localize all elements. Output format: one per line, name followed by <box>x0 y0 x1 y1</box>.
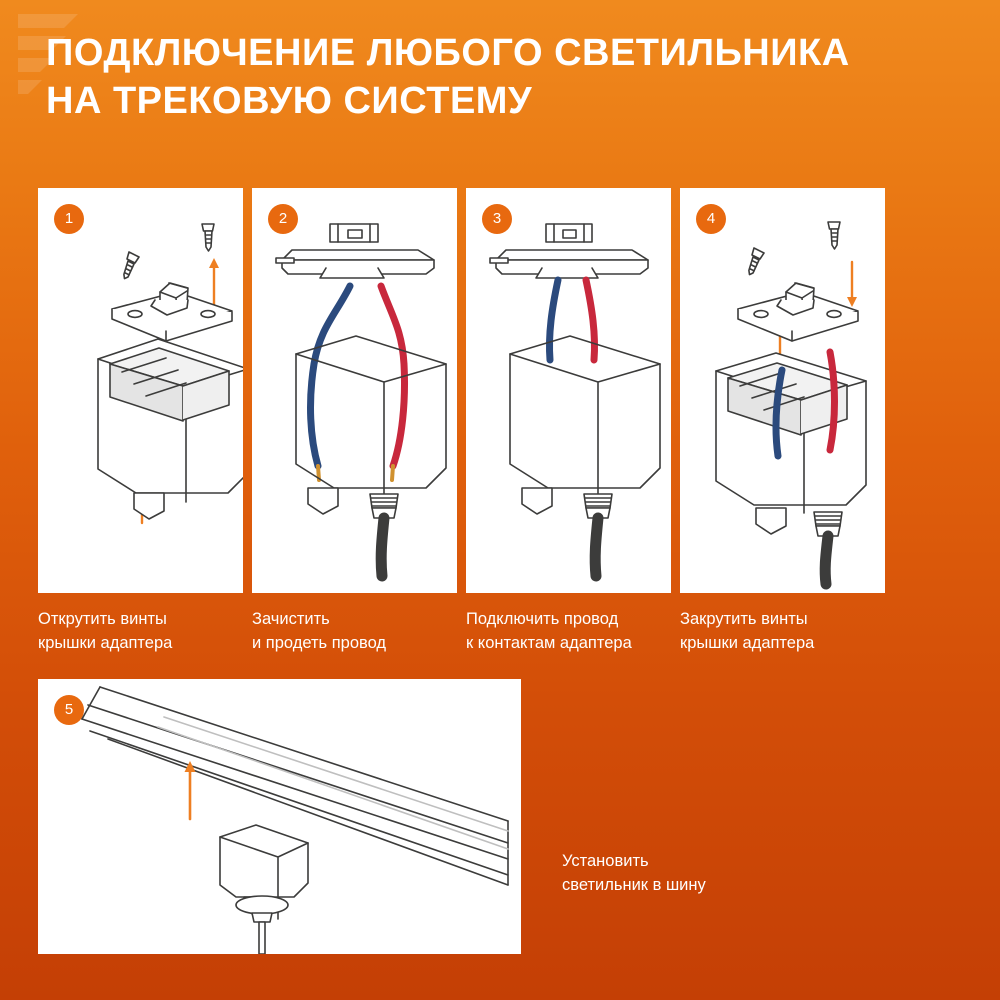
art-adapter-wires-connect <box>466 188 671 593</box>
step-2-caption-line-1: Зачистить <box>252 610 330 628</box>
adapter-cover <box>738 283 858 341</box>
adapter-body <box>296 336 446 514</box>
step-4-caption-line-2: крышки адаптера <box>680 633 815 652</box>
luminaire-adapter <box>220 825 308 954</box>
adapter-cover-closed <box>490 224 648 278</box>
screw-icon-2 <box>749 248 764 275</box>
step-2-caption <box>252 608 467 656</box>
steps-grid <box>38 188 968 954</box>
adapter-body <box>716 353 866 534</box>
step-5-caption <box>530 850 706 954</box>
page-title <box>46 30 946 125</box>
steps-row-1 <box>38 188 968 656</box>
arrow-down-right <box>847 262 857 307</box>
screw-icon-1 <box>202 224 214 251</box>
step-2-number-badge: 2 <box>268 204 298 234</box>
screw-icon-2 <box>124 252 139 279</box>
step-1-illustration-panel <box>38 188 243 593</box>
art-adapter-cover-screw <box>680 188 885 593</box>
step-1 <box>38 188 243 656</box>
step-3 <box>466 188 671 656</box>
step-4 <box>680 188 885 656</box>
adapter-body <box>510 336 660 514</box>
power-cable <box>595 518 598 576</box>
step-5-illustration-panel <box>38 679 521 954</box>
adapter-cover-closed <box>276 224 434 278</box>
step-3-illustration-panel <box>466 188 671 593</box>
step-3-caption <box>466 608 681 656</box>
step-5-caption-line-2: светильник в шину <box>562 875 706 894</box>
step-1-caption-line-2: крышки адаптера <box>38 633 173 652</box>
step-2-caption-line-2: и продеть провод <box>252 633 387 652</box>
step-3-caption-line-1: Подключить провод <box>466 610 619 628</box>
steps-row-2 <box>38 679 968 954</box>
power-cable <box>825 536 828 584</box>
step-4-illustration-panel <box>680 188 885 593</box>
step-4-caption <box>680 608 895 656</box>
step-1-number-badge: 1 <box>54 204 84 234</box>
title-line-1: ПОДКЛЮЧЕНИЕ ЛЮБОГО СВЕТИЛЬНИКА <box>46 32 850 74</box>
step-1-caption-line-1: Открутить винты <box>38 610 167 628</box>
title-line-2: НА ТРЕКОВУЮ СИСТЕМУ <box>46 79 533 122</box>
wire-red <box>586 280 595 360</box>
art-adapter-cover-unscrew <box>38 188 243 593</box>
step-5 <box>38 679 521 954</box>
step-1-caption <box>38 608 253 656</box>
step-5-number-badge: 5 <box>54 695 84 725</box>
step-3-number-badge: 3 <box>482 204 512 234</box>
step-2-illustration-panel <box>252 188 457 593</box>
step-3-caption-line-2: к контактам адаптера <box>466 633 632 652</box>
power-cable <box>381 518 384 576</box>
step-2 <box>252 188 457 656</box>
wire-blue <box>311 286 350 466</box>
screw-icon-1 <box>828 222 840 249</box>
wire-blue <box>549 280 558 360</box>
arrow-up-right <box>209 258 219 305</box>
wire-red-tip <box>392 466 393 480</box>
step-4-number-badge: 4 <box>696 204 726 234</box>
art-adapter-wires-insert <box>252 188 457 593</box>
step-4-caption-line-1: Закрутить винты <box>680 610 808 628</box>
adapter-body <box>98 339 243 519</box>
step-5-caption-line-1: Установить <box>562 852 649 870</box>
arrow-up <box>185 761 196 819</box>
art-adapter-into-track <box>38 679 521 954</box>
